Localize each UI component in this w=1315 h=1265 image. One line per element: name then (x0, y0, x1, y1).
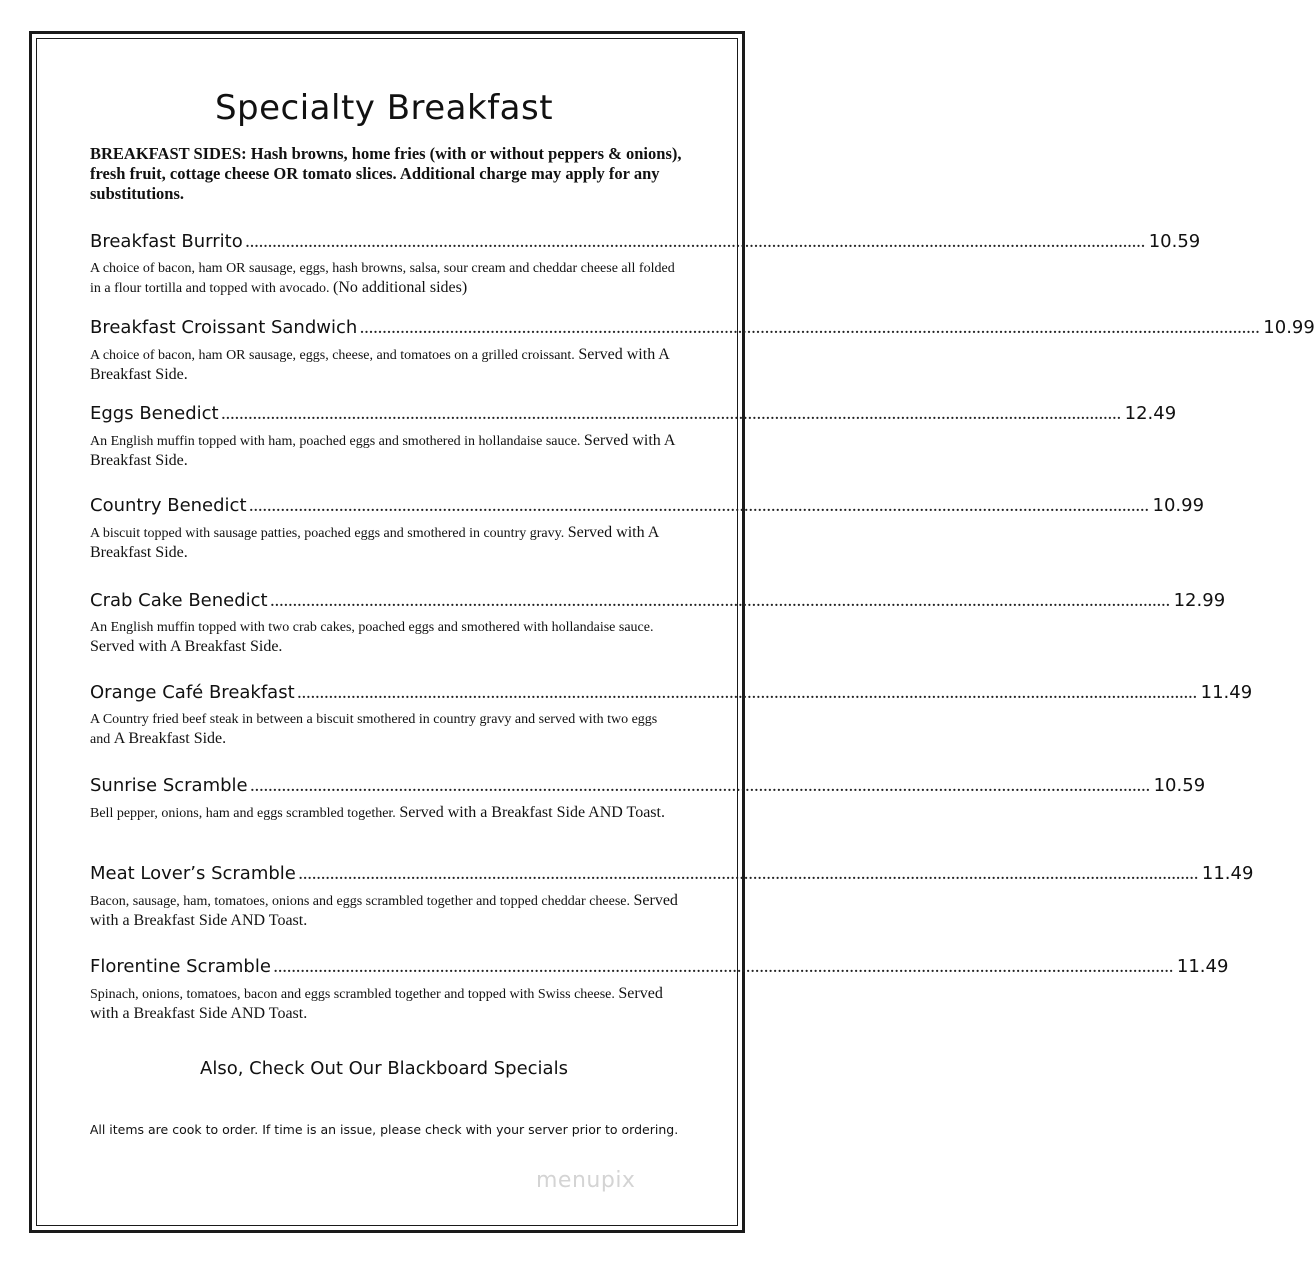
dot-leader: ........................................................................................................................................................................................................ (221, 408, 1122, 423)
dot-leader: ........................................................................................................................................................................................................ (298, 868, 1199, 883)
item-name: Eggs Benedict (90, 403, 219, 424)
item-name: Breakfast Burrito (90, 231, 243, 252)
item-price: 10.59 (1153, 775, 1206, 796)
item-name: Meat Lover’s Scramble (90, 863, 296, 884)
breakfast-sides-note: BREAKFAST SIDES: Hash browns, home fries (with or without peppers & onions), fresh fruit, cottage cheese OR tomato slices. Additional charge may apply for any substitutions. (90, 144, 682, 203)
item-price: 10.99 (1152, 495, 1205, 516)
item-price: 12.49 (1124, 403, 1177, 424)
dot-leader: ........................................................................................................................................................................................................ (249, 500, 1150, 515)
dot-leader: ........................................................................................................................................................................................................ (245, 236, 1146, 251)
item-description: A Country fried beef steak in between a biscuit smothered in country gravy and served with two eggs and A Breakfast Side. (90, 712, 658, 747)
item-name: Orange Café Breakfast (90, 682, 295, 703)
item-side-note: Served with A Breakfast Side. (90, 432, 675, 469)
item-side-note: Served with a Breakfast Side AND Toast. (90, 985, 663, 1022)
item-description: A choice of bacon, ham OR sausage, eggs, hash browns, salsa, sour cream and cheddar cheese all folded in a flour tortilla and topped with avocado. (No additional sides) (90, 261, 675, 296)
menu-item-florentine-scramble (90, 955, 1229, 1024)
item-price: 11.49 (1201, 863, 1254, 884)
item-description: An English muffin topped with two crab cakes, poached eggs and smothered with hollandaise sauce. Served with A Breakfast Side. (90, 620, 654, 655)
item-description: Bacon, sausage, ham, tomatoes, onions and eggs scrambled together and topped cheddar cheese. Served with a Breakfast Side AND Toast. (90, 892, 678, 929)
menu-item-meat-lovers-scramble (90, 862, 1254, 931)
item-name: Crab Cake Benedict (90, 590, 268, 611)
item-side-note: Served with A Breakfast Side. (90, 524, 659, 561)
item-description: An English muffin topped with ham, poached eggs and smothered in hollandaise sauce. Served with A Breakfast Side. (90, 432, 675, 469)
blackboard-specials-note: Also, Check Out Our Blackboard Specials (200, 1058, 568, 1079)
dot-leader: ........................................................................................................................................................................................................ (273, 961, 1174, 976)
item-description: Bell pepper, onions, ham and eggs scrambled together. Served with a Breakfast Side AND Toast. (90, 804, 665, 821)
item-description: Spinach, onions, tomatoes, bacon and eggs scrambled together and topped with Swiss cheese. Served with a Breakfast Side AND Toast. (90, 985, 663, 1022)
menu-item-orange-cafe-breakfast (90, 681, 1253, 749)
dot-leader: ........................................................................................................................................................................................................ (297, 687, 1198, 702)
menu-item-sunrise-scramble (90, 774, 1206, 823)
menupix-watermark: menupix (536, 1168, 636, 1193)
dot-leader: ........................................................................................................................................................................................................ (270, 595, 1171, 610)
item-side-note: Served with A Breakfast Side. (90, 638, 283, 655)
item-name: Breakfast Croissant Sandwich (90, 317, 358, 338)
item-price: 12.99 (1173, 590, 1226, 611)
page-title: Specialty Breakfast (214, 88, 554, 128)
item-name: Florentine Scramble (90, 956, 271, 977)
item-description: A choice of bacon, ham OR sausage, eggs, cheese, and tomatoes on a grilled croissant. Served with A Breakfast Side. (90, 346, 669, 383)
item-description: A biscuit topped with sausage patties, poached eggs and smothered in country gravy. Served with A Breakfast Side. (90, 524, 659, 561)
item-name: Country Benedict (90, 495, 247, 516)
item-price: 10.99 (1263, 317, 1315, 338)
dot-leader: ........................................................................................................................................................................................................ (360, 322, 1261, 337)
item-side-note: Served with A Breakfast Side. (90, 346, 669, 383)
menu-item-country-benedict (90, 494, 1205, 563)
menu-item-breakfast-croissant-sandwich (90, 316, 1315, 385)
menu-item-eggs-benedict (90, 402, 1177, 471)
item-price: 10.59 (1148, 231, 1201, 252)
item-side-note: A Breakfast Side. (113, 730, 227, 747)
item-name: Sunrise Scramble (90, 775, 248, 796)
item-side-note: (No additional sides) (333, 279, 468, 296)
dot-leader: ........................................................................................................................................................................................................ (250, 780, 1151, 795)
item-price: 11.49 (1176, 956, 1229, 977)
cook-to-order-note: All items are cook to order. If time is an issue, please check with your server prior to ordering. (89, 1122, 679, 1137)
menu-item-breakfast-burrito (90, 230, 1201, 298)
item-side-note: Served with a Breakfast Side AND Toast. (399, 804, 665, 821)
item-side-note: Served with a Breakfast Side AND Toast. (90, 892, 678, 929)
item-price: 11.49 (1200, 682, 1253, 703)
menu-item-crab-cake-benedict (90, 589, 1226, 657)
